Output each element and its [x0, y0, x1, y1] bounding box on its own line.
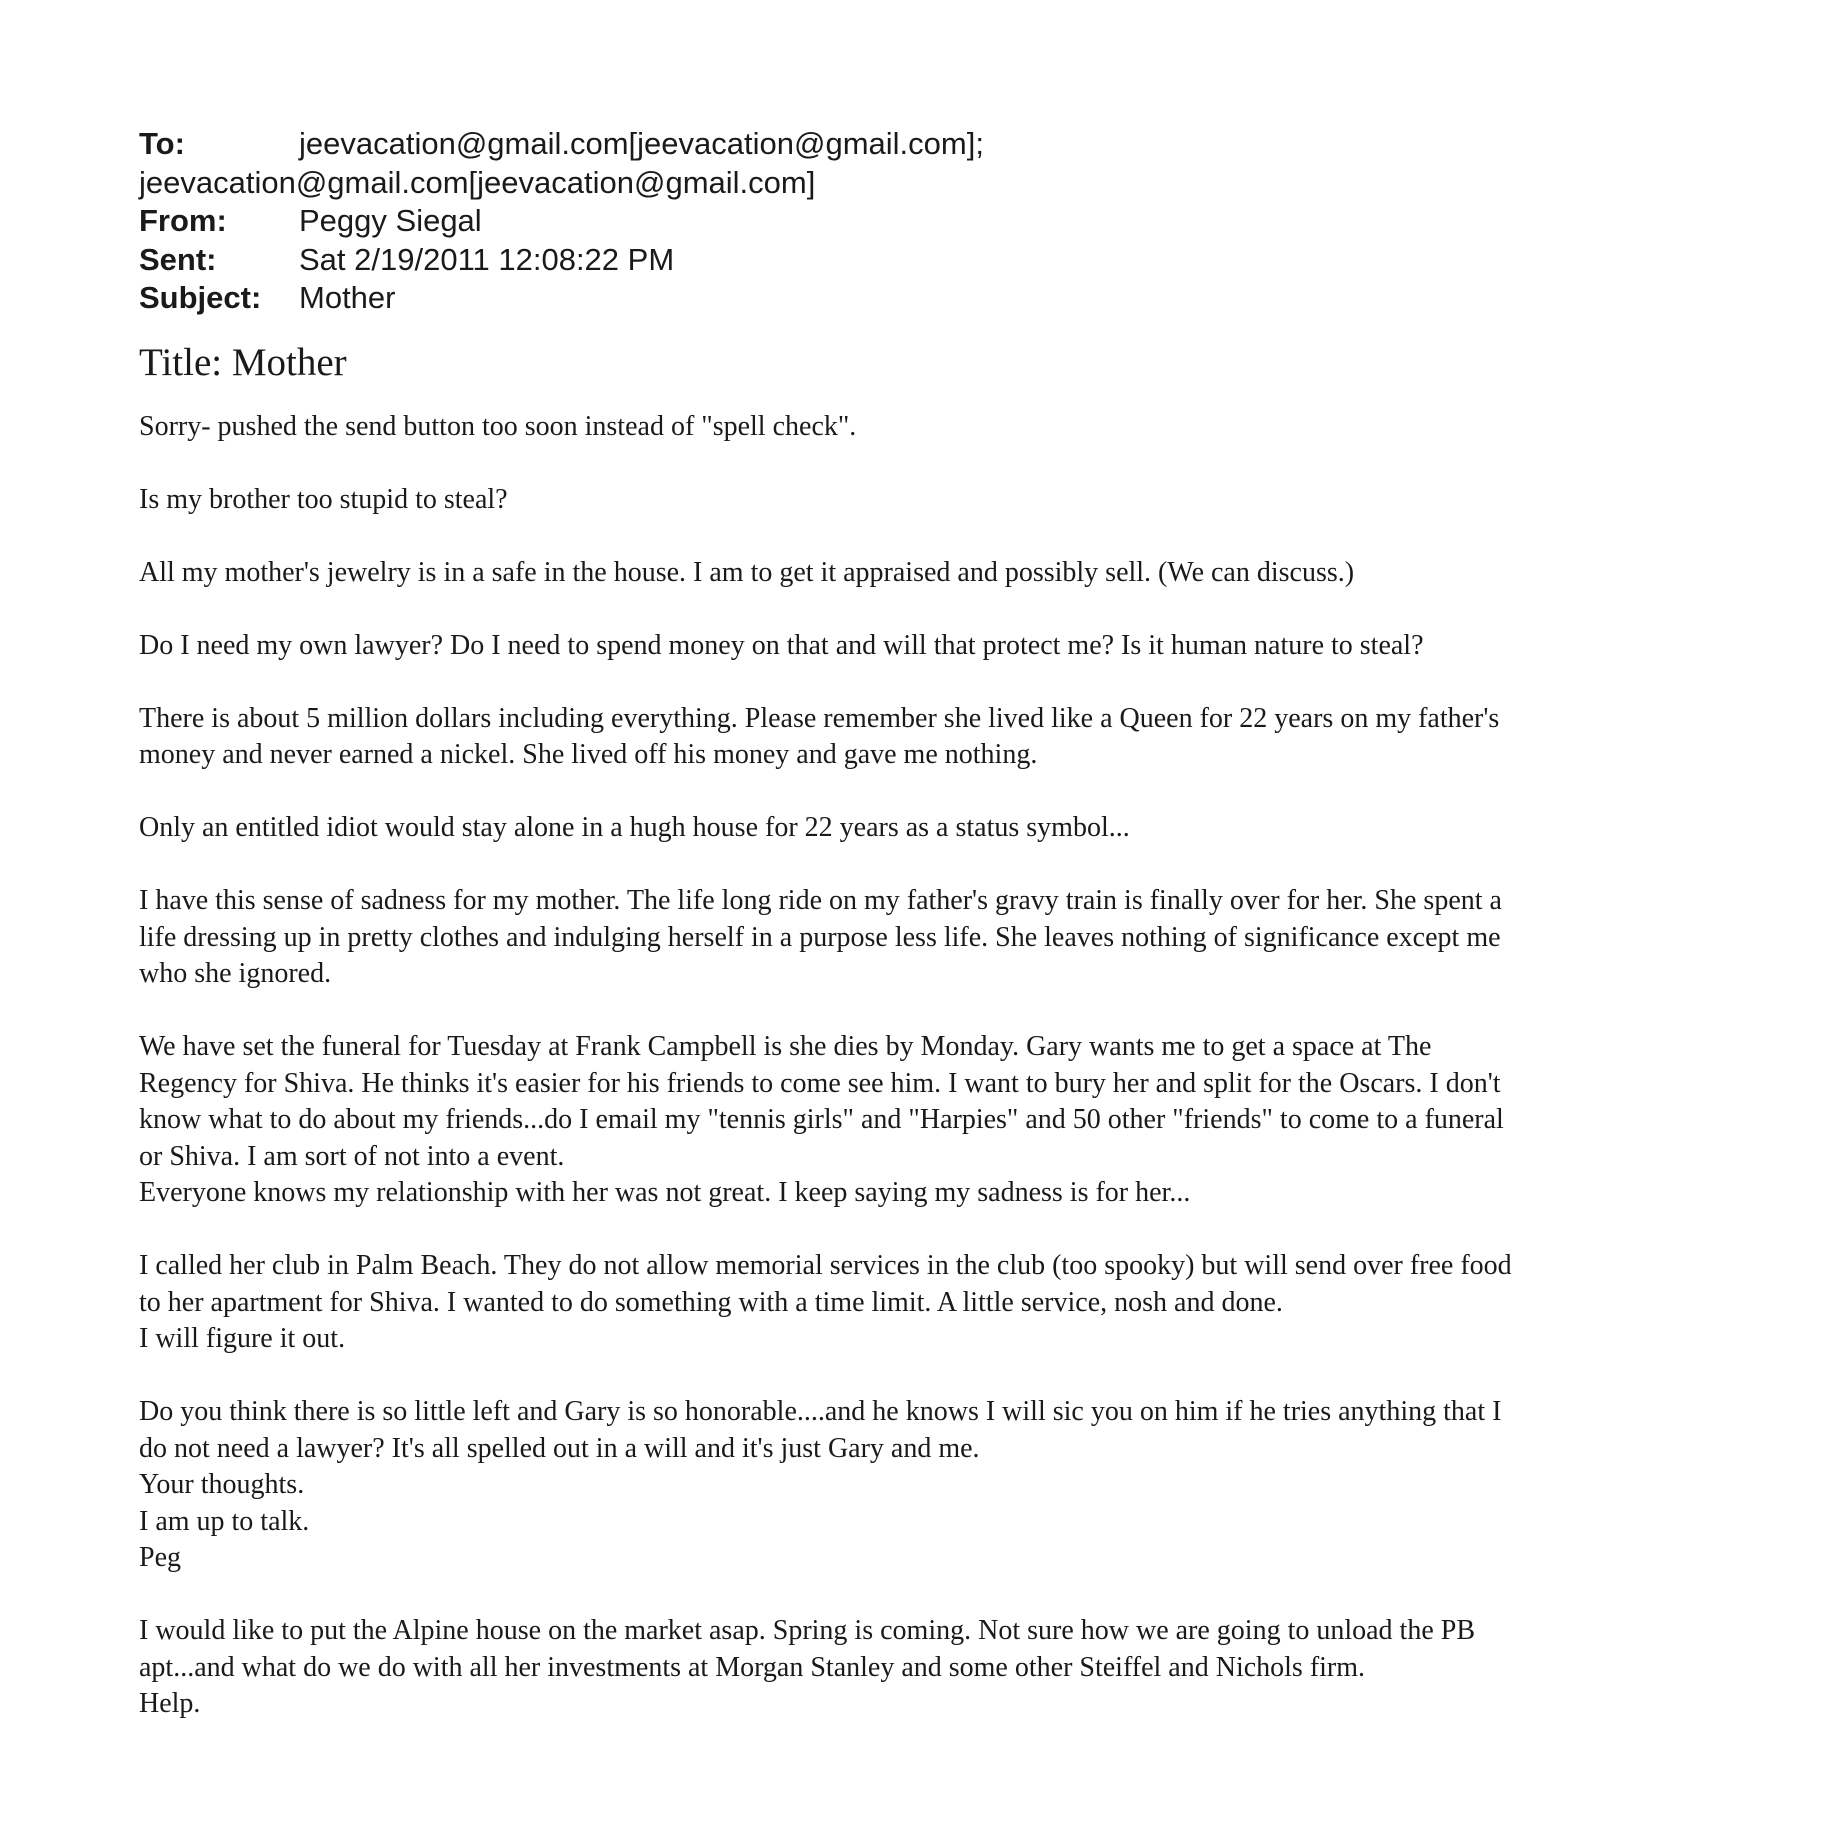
body-line: money and never earned a nickel. She lived off his money and gave me nothing. — [139, 739, 1038, 770]
email-body — [139, 409, 1739, 1723]
body-line: Do I need my own lawyer? Do I need to spend money on that and will that protect me? Is it human nature to steal? — [139, 629, 1424, 661]
body-line: Regency for Shiva. He thinks it's easier for his friends to come see him. I want to bury her and split for the Oscars. I don't — [139, 1067, 1501, 1099]
to-value-continued: jeevacation@gmail.com[jeevacation@gmail.com] — [139, 164, 816, 200]
subject-row — [139, 279, 1739, 318]
from-value: Peggy Siegal — [299, 203, 482, 238]
body-line: I called her club in Palm Beach. They do not allow memorial services in the club (too spooky) but will send over free food — [139, 1250, 1512, 1281]
body-paragraph — [139, 810, 1739, 847]
body-line: Your thoughts. — [139, 1469, 305, 1500]
body-line: Everyone knows my relationship with her was not great. I keep saying my sadness is for her... — [139, 1177, 1191, 1208]
body-paragraph — [139, 1248, 1739, 1358]
body-line: apt...and what do we do with all her investments at Morgan Stanley and some other Steiffel and Nichols firm. — [139, 1651, 1366, 1683]
body-line: I am up to talk. — [139, 1505, 310, 1537]
body-line: Only an entitled idiot would stay alone in a hugh house for 22 years as a status symbol... — [139, 812, 1130, 843]
body-line: I would like to put the Alpine house on the market asap. Spring is coming. Not sure how we are going to unload the PB — [139, 1615, 1476, 1646]
body-paragraph — [139, 701, 1739, 774]
body-line: We have set the funeral for Tuesday at Frank Campbell is she dies by Monday. Gary wants me to get a space at The — [139, 1031, 1432, 1062]
subject-value: Mother — [299, 280, 396, 315]
from-label: From: — [139, 203, 227, 238]
body-line: I have this sense of sadness for my mother. The life long ride on my father's gravy train is finally over for her. She spent a — [139, 885, 1502, 916]
body-line: All my mother's jewelry is in a safe in the house. I am to get it appraised and possibly sell. (We can discuss.) — [139, 556, 1355, 588]
to-value: jeevacation@gmail.com[jeevacation@gmail.com]; — [299, 126, 984, 161]
body-line: or Shiva. I am sort of not into a event. — [139, 1140, 565, 1172]
body-paragraph — [139, 1613, 1739, 1723]
body-line: Help. — [139, 1688, 201, 1719]
email-document — [139, 125, 1739, 1759]
body-paragraph — [139, 555, 1739, 592]
body-line: who she ignored. — [139, 958, 332, 989]
body-line: life dressing up in pretty clothes and indulging herself in a purpose less life. She leaves nothing of significance except me — [139, 921, 1501, 953]
sent-row — [139, 241, 1739, 280]
email-header — [139, 125, 1739, 318]
body-paragraph — [139, 1029, 1739, 1212]
body-paragraph — [139, 409, 1739, 446]
sent-label: Sent: — [139, 241, 217, 277]
to-label: To: — [139, 126, 185, 161]
subject-label: Subject: — [139, 280, 262, 315]
body-paragraph — [139, 482, 1739, 519]
body-line: Sorry- pushed the send button too soon instead of "spell check". — [139, 410, 857, 442]
body-line: do not need a lawyer? It's all spelled out in a will and it's just Gary and me. — [139, 1432, 980, 1464]
to-row — [139, 125, 1739, 164]
body-line: know what to do about my friends...do I email my "tennis girls" and "Harpies" and 50 other "friends" to come to a funeral — [139, 1104, 1504, 1135]
body-paragraph — [139, 883, 1739, 993]
sent-value: Sat 2/19/2011 12:08:22 PM — [299, 241, 675, 277]
body-line: Peg — [139, 1542, 181, 1573]
body-line: to her apartment for Shiva. I wanted to do something with a time limit. A little service, nosh and done. — [139, 1286, 1283, 1318]
body-line: Do you think there is so little left and Gary is so honorable....and he knows I will sic you on him if he tries anything that I — [139, 1396, 1502, 1427]
email-title: Title: Mother — [139, 340, 347, 384]
body-paragraph — [139, 628, 1739, 665]
body-paragraph — [139, 1394, 1739, 1577]
body-line: There is about 5 million dollars including everything. Please remember she lived like a Queen for 22 years on my father's — [139, 702, 1500, 734]
from-row — [139, 202, 1739, 241]
body-line: Is my brother too stupid to steal? — [139, 483, 508, 515]
body-line: I will figure it out. — [139, 1323, 346, 1354]
